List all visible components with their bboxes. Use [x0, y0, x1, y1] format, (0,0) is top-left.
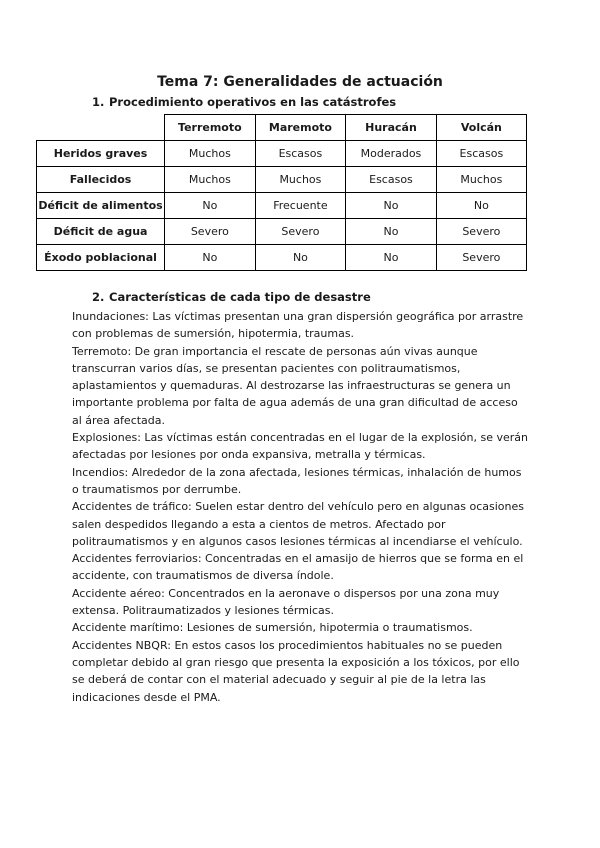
- paragraph: Accidentes ferroviarios: Concentradas en el amasijo de hierros que se forma en el accidente, con traumatismos de diversa índole.: [72, 552, 524, 583]
- paragraph: Accidentes NBQR: En estos casos los procedimientos habituales no se pueden completar debido al gran riesgo que presenta la exposición a los tóxicos, por ello se deberá de contar con el material adecuado y seguir al pie de la letra las indicaciones desde el PMA.: [72, 638, 520, 704]
- paragraph: Inundaciones: Las víctimas presentan una gran dispersión geográfica por arrastre con problemas de sumersión, hipotermia, traumas.: [72, 310, 524, 341]
- section-heading-characteristics: [92, 290, 371, 304]
- table-cell: No: [346, 219, 437, 245]
- table-cell: Severo: [436, 219, 526, 245]
- table-corner-cell: [37, 115, 165, 141]
- column-header: Volcán: [436, 115, 526, 141]
- page-title: Tema 7: Generalidades de actuación: [157, 74, 443, 90]
- paragraph: Accidente aéreo: Concentrados en la aeronave o dispersos por una zona muy extensa. Politraumatizados y lesiones térmicas.: [72, 586, 500, 618]
- section-number: 2.: [92, 290, 105, 304]
- table-cell: No: [165, 193, 256, 219]
- table-cell: Muchos: [255, 167, 346, 193]
- table-row: [37, 167, 527, 193]
- table-cell: Escasos: [346, 167, 437, 193]
- table-cell: Severo: [436, 245, 526, 271]
- paragraph: Incendios: Alrededor de la zona afectada, lesiones térmicas, inhalación de humos o traumatismos por derrumbe.: [72, 465, 522, 496]
- characteristics-text: [72, 308, 528, 706]
- table-row: [37, 245, 527, 271]
- section-heading-text: Características de cada tipo de desastre: [109, 290, 371, 304]
- table-header-row: [37, 115, 527, 141]
- table-cell: No: [255, 245, 346, 271]
- table-cell: Muchos: [436, 167, 526, 193]
- table-cell: Escasos: [436, 141, 526, 167]
- table-cell: No: [165, 245, 256, 271]
- section-number: 1.: [92, 95, 105, 109]
- table-row: [37, 193, 527, 219]
- table-cell: Severo: [165, 219, 256, 245]
- table-row: [37, 141, 527, 167]
- paragraph: Accidente marítimo: Lesiones de sumersión, hipotermia o traumatismos.: [72, 621, 473, 635]
- paragraph: Explosiones: Las víctimas están concentradas en el lugar de la explosión, se verán afectadas por lesiones por onda expansiva, metralla y térmicas.: [72, 431, 528, 462]
- table-cell: Muchos: [165, 141, 256, 167]
- paragraph: Accidentes de tráfico: Suelen estar dentro del vehículo pero en algunas ocasiones salen despedidos llegando a esta a cientos de metros. Afectado por politraumatismos y en algunos casos lesiones térmicas al incendiarse el vehículo.: [72, 500, 524, 548]
- column-header: Maremoto: [255, 115, 346, 141]
- table-cell: Frecuente: [255, 193, 346, 219]
- column-header: Terremoto: [165, 115, 256, 141]
- row-header: Déficit de agua: [37, 219, 165, 245]
- table-cell: Moderados: [346, 141, 437, 167]
- table-row: [37, 219, 527, 245]
- table-cell: Escasos: [255, 141, 346, 167]
- table-cell: No: [436, 193, 526, 219]
- table-cell: No: [346, 193, 437, 219]
- row-header: Éxodo poblacional: [37, 245, 165, 271]
- table-cell: Severo: [255, 219, 346, 245]
- paragraph: Terremoto: De gran importancia el rescate de personas aún vivas aunque transcurran varios días, se presentan pacientes con politraumatismos, aplastamientos y quemaduras. Al destrozarse las infraestructuras se genera un importante problema por falta de agua además de una gran dificultad de acceso al área afectada.: [72, 344, 518, 427]
- section-heading-text: Procedimiento operativos en las catástrofes: [109, 95, 397, 109]
- section-heading-procedures: [92, 95, 396, 109]
- row-header: Déficit de alimentos: [37, 193, 165, 219]
- table-cell: Muchos: [165, 167, 256, 193]
- table-cell: No: [346, 245, 437, 271]
- column-header: Huracán: [346, 115, 437, 141]
- row-header: Fallecidos: [37, 167, 165, 193]
- row-header: Heridos graves: [37, 141, 165, 167]
- disaster-table: [36, 114, 527, 271]
